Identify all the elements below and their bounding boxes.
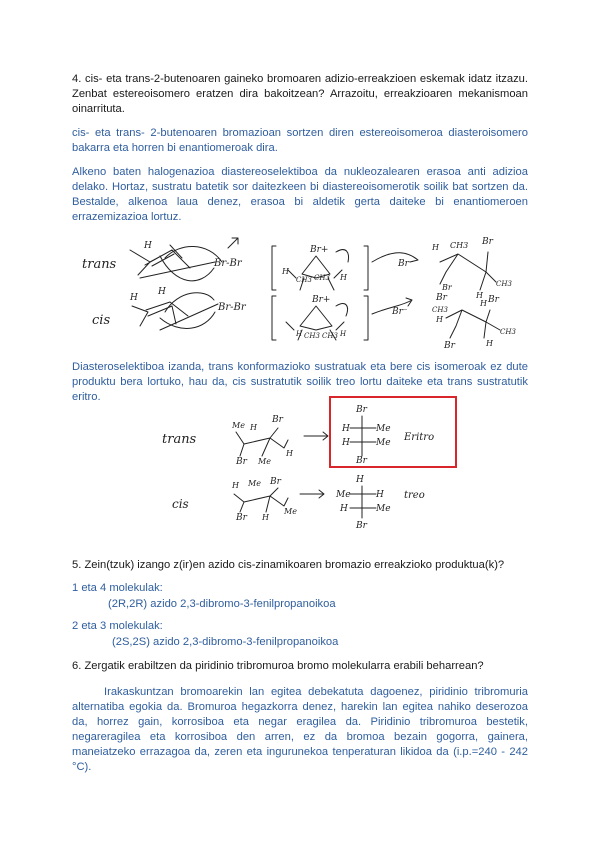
q5-group-1 [72, 580, 336, 612]
cis-me-2: Me [284, 507, 297, 516]
trans-reagent: Br-Br [214, 258, 242, 269]
q6-question: 6. Zergatik erabiltzen da piridinio tribromuroa bromo molekularra erabili beharrean? [72, 660, 484, 672]
treo-label: treo [404, 490, 425, 501]
top-h-1: H [282, 267, 289, 276]
prod-bot-br2: Br [488, 295, 499, 305]
bromonium-bottom: Br+ [312, 295, 331, 305]
prod-bot-br3: Br [444, 341, 455, 351]
eri-br-bottom: Br [356, 456, 367, 466]
threo-fischer [350, 486, 376, 518]
trans-br-2: Br [236, 457, 247, 467]
q5-question: 5. Zein(tzuk) izango z(ir)en azido cis-zinamikoaren bromazio erreakzioko produktua(k)? [72, 559, 505, 571]
eri-h-1: H [342, 424, 350, 434]
trans-sawhorse [236, 428, 288, 456]
prod-top-br1: Br [482, 237, 493, 247]
q6-answer: Irakaskuntzan bromoarekin lan egitea debekatuta dagoenez, piridinio tribromuria alternatiba egokia da. Bromuroa hegazkorra denez, harekin lan egitea nahiko deserozoa da, horrez gain, korrosiboa eta negar eragilea da. Piridinio tribromuroa bestetik, negareragilea eta korrosiboa den arren, ez da bromoa bezain gogorra, gainera, maneiatzeko errazagoa da, zeren eta ingurunekoa tenperaturan likidoa da (i.p.=240 - 242 °C). [72, 686, 528, 773]
cis-h-1: H [232, 481, 239, 490]
scheme2-cis-label: cis [172, 497, 189, 511]
trans-h-2: H [286, 449, 293, 458]
trans-h-1: H [250, 423, 257, 432]
scheme1-cis-label: cis [92, 313, 111, 328]
eri-h-2: H [342, 438, 350, 448]
cis-alkene-h1: H [130, 293, 138, 303]
trans-arrow [304, 432, 328, 440]
cis-alkene-h2: H [158, 287, 166, 297]
treo-me-2: Me [376, 504, 391, 514]
cis-h-2: H [262, 513, 269, 522]
top-ch3-2: CH3 [314, 274, 330, 282]
prod-bot-ch3-2: CH3 [500, 328, 516, 336]
q4-answer-3: Diasteroselektiboa izanda, trans konformazioko sustratuak eta bere cis isomeroak ez dute produktu bera lortuko, hau da, cis sustratutik soilik treo lortu daiteke eta trans sustratutik eritro. [72, 361, 528, 403]
bot-ch3-1: CH3 [304, 332, 320, 340]
top-h-2: H [340, 273, 347, 282]
q4-question: 4. cis- eta trans-2-butenoaren gaineko bromoaren adizio-erreakzioen eskemak idatz itzazu. Zenbat estereoisomero eratzen dira bakoitzean? Arrazoitu, erreakzioaren mekanismoan oinarrituta. [72, 73, 528, 115]
eri-me-1: Me [376, 424, 391, 434]
treo-h-1: H [376, 490, 384, 500]
prod-bot-h3: H [486, 339, 493, 348]
top-nucleophile: Br⁻ [398, 259, 414, 269]
trans-br-1: Br [272, 415, 283, 425]
trans-alkene-h: H [144, 241, 152, 251]
prod-bot-h1: H [436, 315, 443, 324]
q5-group-1-label: 1 eta 4 molekulak: [72, 582, 163, 594]
cis-me-1: Me [248, 479, 261, 488]
scheme1-trans-label: trans [82, 257, 117, 272]
erythro-fischer [350, 416, 376, 456]
q5-group-1-name: (2R,2R) azido 2,3-dibromo-3-fenilpropanoikoa [108, 598, 336, 610]
q4-answer-2: Alkeno baten halogenazioa diastereoselektiboa da nukleozalearen erasoa anti adizioa delako. Hortaz, sustratu batetik sor daitezkeen bi diastereoisomerotik soilik bat sortzen da. Bestalde, alkenoa laua denez, erasoa bi aldetik gerta daiteke bi enantiomeroen errazemizazioa lortuz. [72, 166, 528, 223]
cis-br-2: Br [236, 513, 247, 523]
cis-arrow [300, 490, 324, 498]
prod-top-br2: Br [436, 293, 447, 303]
q5-group-2-name: (2S,2S) azido 2,3-dibromo-3-fenilpropanoikoa [112, 636, 339, 648]
prod-bot-h2: H [480, 299, 487, 308]
treo-me-1: Me [336, 490, 351, 500]
eri-br-top: Br [356, 405, 367, 415]
bottom-nucleophile: Br⁻ [392, 307, 408, 317]
cis-br-1: Br [270, 477, 281, 487]
bot-h-2: H [340, 330, 347, 338]
treo-br-bottom: Br [356, 521, 367, 531]
bromonium-top: Br+ [310, 245, 329, 255]
bot-h-1: H [296, 330, 303, 338]
cis-reagent: Br-Br [218, 302, 246, 313]
bot-ch3-2: CH3 [322, 332, 338, 340]
prod-top-h1: H [432, 243, 439, 252]
prod-bot-br1: Br [442, 283, 452, 292]
prod-top-ch3-2: CH3 [496, 280, 512, 288]
cis-sawhorse [234, 488, 288, 512]
trans-me-2: Me [258, 457, 271, 466]
eri-me-2: Me [376, 438, 391, 448]
q5-group-2-label: 2 eta 3 molekulak: [72, 620, 163, 632]
treo-h-2: H [340, 504, 348, 514]
prod-top-ch3-1: CH3 [450, 241, 469, 250]
scheme2-trans-label: trans [162, 432, 197, 447]
prod-top-h2: H [476, 291, 483, 300]
prod-bot-ch3-1: CH3 [432, 306, 448, 314]
eritro-label: Eritro [404, 432, 435, 443]
q5-group-2 [72, 618, 338, 650]
treo-h-top: H [356, 475, 364, 485]
trans-me-1: Me [232, 421, 245, 430]
top-ch3-1: CH3 [296, 276, 312, 284]
q4-answer-1: cis- eta trans- 2-butenoaren bromazioan sortzen diren estereoisomeroa diasteroisomero bakarra eta horren bi enantiomeroak dira. [72, 127, 528, 154]
